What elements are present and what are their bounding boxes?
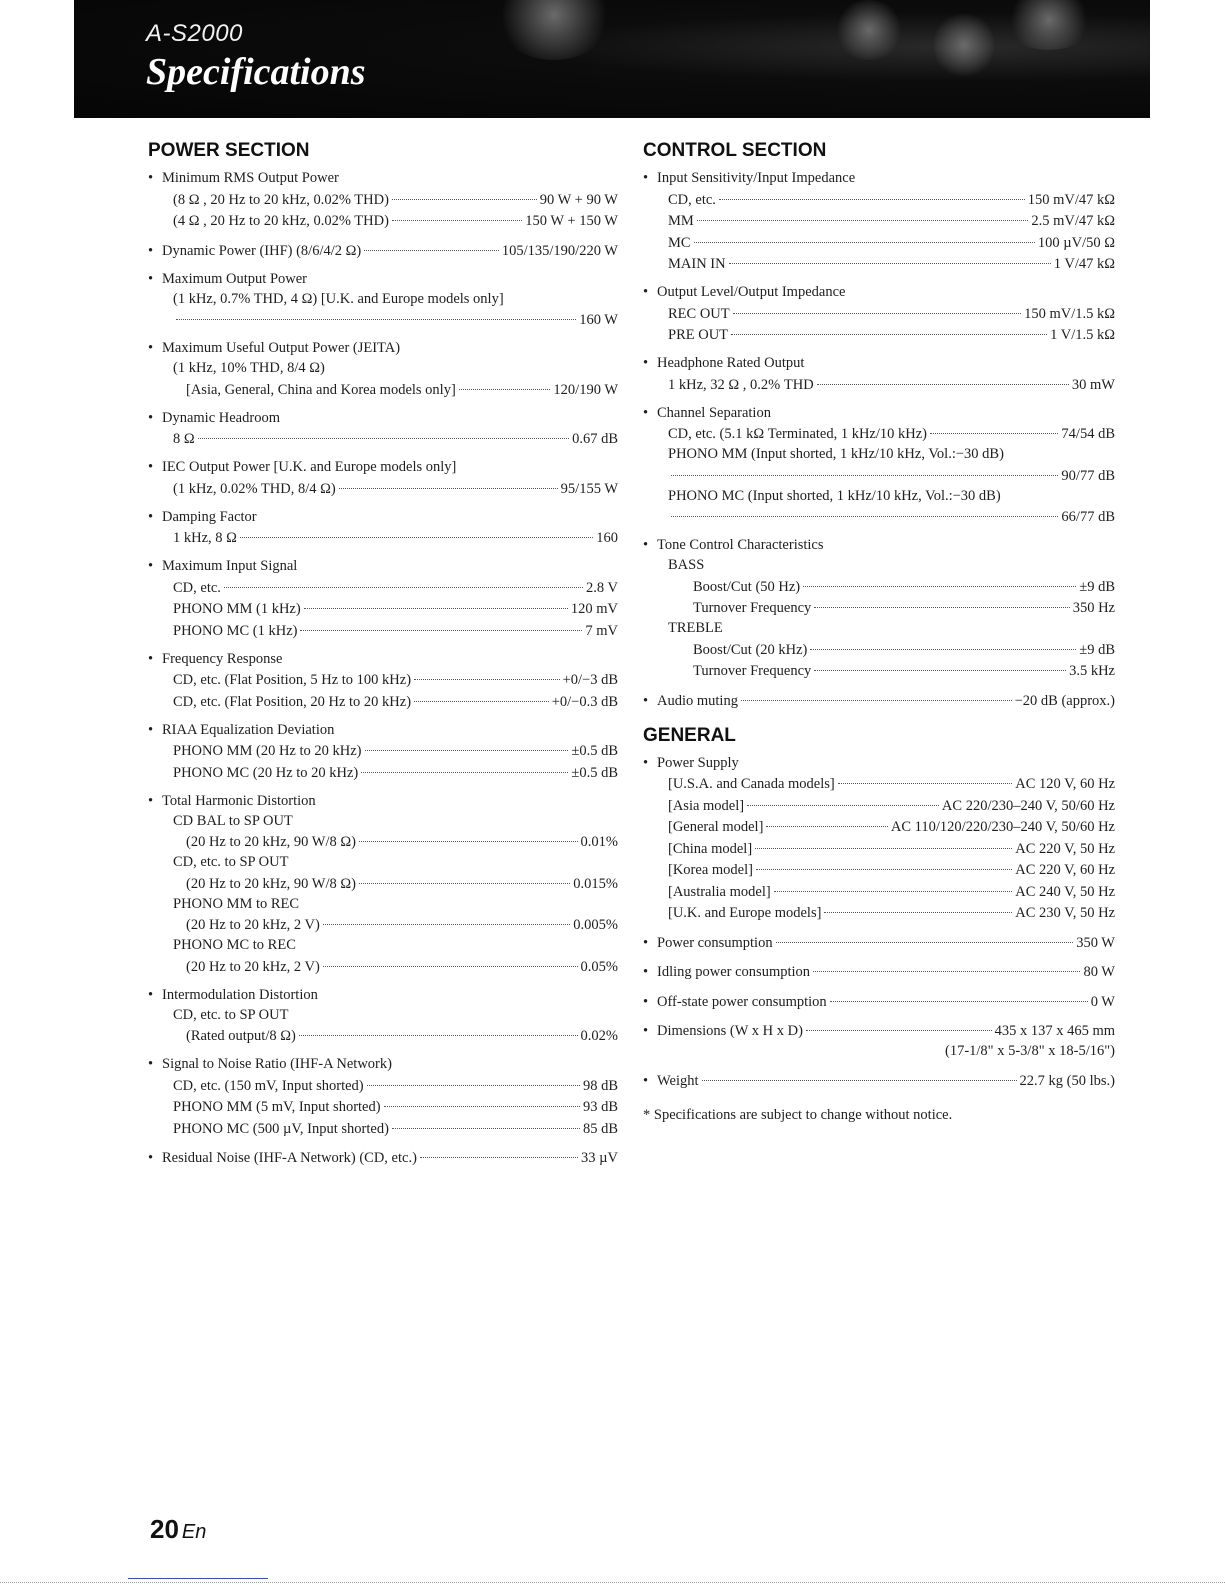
spec-label: PHONO MM (5 mV, Input shorted) [173,1099,381,1115]
spec-title: Off-state power consumption [657,993,827,1010]
spec-subheading: PHONO MC (Input shorted, 1 kHz/10 kHz, Vol.:−30 dB) [668,487,1001,504]
dot-leader [766,812,887,828]
dot-leader [813,957,1080,973]
spec-label: MC [668,234,691,251]
spec-title: Maximum Input Signal [162,558,298,574]
spec-row [148,239,618,261]
dot-leader [224,572,583,588]
spec-value: AC 220/230–240 V, 50/60 Hz [941,797,1115,814]
spec-row [643,660,1115,682]
spec-row [148,309,618,331]
dot-leader [414,686,549,702]
spec-title: Maximum Useful Output Power (JEITA) [162,340,401,356]
spec-value: 0.02% [580,1028,618,1044]
dot-leader [830,986,1088,1002]
spec-label: PHONO MM (20 Hz to 20 kHz) [173,743,362,759]
spec-item [148,791,618,977]
bullet: • [148,986,154,1003]
spec-row [148,378,618,400]
spec-label: (1 kHz, 0.02% THD, 8/4 Ω) [173,480,336,497]
spec-label: CD, etc. (Flat Position, 20 Hz to 20 kHz) [173,693,412,710]
spec-row [148,619,618,641]
spec-subheading: PHONO MC to REC [173,937,296,953]
spec-title: Power Supply [657,754,739,771]
spec-row [643,423,1115,445]
spec-label: [Asia, General, China and Korea models only] [186,381,456,398]
spec-value: 66/77 dB [1061,509,1115,525]
section-heading: CONTROL SECTION [643,140,827,161]
bullet: • [148,1056,154,1072]
spec-title: Output Level/Output Impedance [657,284,846,300]
spec-row [643,961,1115,983]
spec-label: (8 Ω , 20 Hz to 20 kHz, 0.02% THD) [173,191,389,208]
banner-texture [834,0,904,60]
spec-head [148,269,618,289]
spec-item [643,990,1115,1012]
bullet: • [643,1023,649,1039]
spec-value: 80 W [1083,964,1115,980]
left-column [148,140,618,1176]
spec-value: 93 dB [582,1099,618,1115]
spec-item [148,1054,618,1139]
spec-item [643,753,1115,924]
spec-value: +0/−3 dB [562,672,618,688]
spec-title: Dimensions (W x H x D) [657,1023,803,1039]
dot-leader [364,235,499,251]
dot-leader [731,320,1047,336]
dot-leader [361,757,568,773]
spec-label: [U.K. and Europe models] [668,905,822,921]
spec-item [148,556,618,641]
spec-title: Input Sensitivity/Input Impedance [657,170,856,186]
spec-value: 0.67 dB [572,431,618,447]
dot-leader [671,460,1058,476]
dot-leader [299,1021,578,1037]
spec-value: 1 V/47 kΩ [1053,256,1115,272]
spec-value: 150 W + 150 W [525,213,618,229]
spec-value: 22.7 kg (50 lbs.) [1019,1072,1115,1089]
spec-value-extra: (17-1/8" x 5-3/8" x 18-5/16") [945,1043,1115,1059]
spec-head [148,985,618,1005]
spec-head [643,535,1115,555]
spec-subheading: (1 kHz, 0.7% THD, 4 Ω) [U.K. and Europe models only] [173,290,504,307]
bullet: • [148,170,154,186]
dot-leader [702,1065,1017,1081]
spec-title: Intermodulation Distortion [162,986,318,1003]
spec-item [148,507,618,549]
spec-row [643,597,1115,619]
bullet: • [148,650,154,667]
dot-leader [240,523,593,539]
spec-label: Boost/Cut (20 kHz) [693,641,808,658]
spec-row [643,464,1115,486]
spec-label: [Asia model] [668,797,745,814]
spec-row [643,990,1115,1012]
spec-title: Headphone Rated Output [657,355,805,371]
spec-row [643,1069,1115,1091]
spec-label: CD, etc. (5.1 kΩ Terminated, 1 kHz/10 kHz) [668,426,928,442]
page-language: En [181,1521,207,1543]
spec-item [643,961,1115,983]
dot-leader [365,736,569,752]
bullet: • [643,993,649,1010]
spec-label: PHONO MC (1 kHz) [173,622,298,639]
spec-value: AC 220 V, 60 Hz [1015,862,1115,878]
dot-leader [697,206,1029,222]
dot-leader [838,769,1013,785]
dot-leader [824,898,1012,914]
dot-leader [756,855,1012,871]
spec-row [148,188,618,210]
spec-title: Idling power consumption [657,964,811,980]
spec-item [643,931,1115,953]
bullet: • [643,284,649,300]
spec-value: 350 W [1076,934,1115,951]
spec-value: 1 V/1.5 kΩ [1050,327,1115,343]
dot-leader [339,473,558,489]
bullet: • [643,754,649,771]
dot-leader [176,305,576,321]
spec-label: Boost/Cut (50 Hz) [693,578,801,595]
page-title: Specifications [146,51,366,93]
spec-label: [China model] [668,840,753,857]
spec-label: (20 Hz to 20 kHz, 90 W/8 Ω) [186,834,356,850]
spec-label: MM [668,213,694,229]
spec-value: 7 mV [585,622,618,639]
spec-row [643,506,1115,528]
spec-row [148,1147,618,1169]
bullet: • [148,459,154,475]
spec-label: PRE OUT [668,327,729,343]
dot-leader [392,206,522,222]
spec-value: 0 W [1090,993,1115,1010]
spec-label: MAIN IN [668,256,726,272]
spec-row [643,902,1115,924]
dot-leader [755,833,1012,849]
dot-leader [814,656,1066,672]
spec-item [643,353,1115,395]
spec-title: Channel Separation [657,404,771,421]
footnote: * Specifications are subject to change without notice. [643,1106,953,1123]
bullet: • [148,721,154,738]
dot-leader [810,634,1076,650]
dot-leader [741,685,1012,701]
spec-label: [Australia model] [668,883,771,900]
dot-leader [671,502,1058,518]
spec-row [148,210,618,232]
dot-leader [384,1092,580,1108]
spec-row [643,253,1115,275]
spec-row [148,955,618,977]
spec-value: 120 mV [570,601,618,617]
spec-label: [U.S.A. and Canada models] [668,776,835,792]
spec-value: 30 mW [1071,376,1115,393]
spec-row [148,1117,618,1139]
dot-leader [806,1016,992,1032]
spec-value: −20 dB (approx.) [1014,692,1115,709]
spec-row [643,931,1115,953]
dot-leader [359,827,578,843]
dot-leader [414,665,560,681]
dot-leader [733,298,1021,314]
spec-item [148,269,618,331]
section-heading: POWER SECTION [148,140,310,161]
spec-row [643,373,1115,395]
dot-leader [392,184,537,200]
spec-label: CD, etc. [173,579,221,596]
spec-row [148,831,618,853]
spec-row [148,428,618,450]
spec-value: 90/77 dB [1061,467,1115,484]
bullet: • [148,242,154,259]
spec-title: RIAA Equalization Deviation [162,721,335,738]
spec-label: REC OUT [668,305,730,322]
page-number-value: 20 [150,1514,179,1544]
spec-title: IEC Output Power [U.K. and Europe models only] [162,459,457,475]
spec-label: (20 Hz to 20 kHz, 90 W/8 Ω) [186,875,356,892]
bullet: • [148,1150,154,1166]
model-name: A-S2000 [146,20,243,47]
spec-label: [General model] [668,819,764,835]
spec-value: 33 µV [581,1150,618,1166]
dot-leader [747,790,939,806]
dot-leader [803,571,1076,587]
dot-leader [694,227,1035,243]
spec-value: ±9 dB [1079,641,1115,658]
spec-label: CD, etc. [668,191,716,208]
spec-label: CD, etc. (Flat Position, 5 Hz to 100 kHz) [173,672,412,688]
spec-value: AC 220 V, 50 Hz [1015,840,1115,857]
spec-title: Weight [657,1072,699,1089]
spec-head [148,338,618,358]
spec-label: [Korea model] [668,862,753,878]
spec-title: Minimum RMS Output Power [162,170,339,186]
spec-item [148,408,618,450]
bullet: • [643,1072,649,1089]
spec-row [148,761,618,783]
spec-label: Turnover Frequency [693,663,812,679]
dot-leader [817,369,1069,385]
spec-row [148,872,618,894]
spec-value: 160 W [579,312,618,328]
spec-label: (20 Hz to 20 kHz, 2 V) [186,958,320,975]
spec-item [148,338,618,400]
spec-head [148,791,618,811]
bullet: • [148,508,154,525]
dot-leader [420,1143,578,1159]
spec-value: 435 x 137 x 465 mm [994,1023,1115,1039]
dot-leader [930,419,1058,435]
spec-subheading: CD BAL to SP OUT [173,812,293,829]
bullet: • [148,409,154,426]
link-underline [128,1578,268,1579]
spec-item [148,985,618,1047]
spec-row [148,527,618,549]
spec-label: Turnover Frequency [693,600,812,616]
spec-value: 3.5 kHz [1069,663,1115,679]
dot-leader [304,594,568,610]
spec-value: ±9 dB [1079,578,1115,595]
bullet: • [643,404,649,421]
banner-texture [494,0,614,60]
spec-value: +0/−0.3 dB [551,693,618,710]
spec-value: 150 mV/1.5 kΩ [1024,305,1115,322]
section-heading: GENERAL [643,724,736,746]
bullet: • [148,340,154,356]
dot-leader [323,951,578,967]
spec-row [643,689,1115,711]
spec-value: 95/155 W [560,480,618,497]
bottom-rule [0,1582,1225,1583]
spec-item [643,535,1115,681]
banner-texture [934,10,994,80]
spec-item [643,689,1115,711]
spec-label: CD, etc. (150 mV, Input shorted) [173,1077,364,1094]
spec-subheading: PHONO MM to REC [173,895,300,912]
spec-title: Dynamic Headroom [162,409,280,426]
dot-leader [392,1113,580,1129]
spec-label: (4 Ω , 20 Hz to 20 kHz, 0.02% THD) [173,213,389,229]
spec-value: 150 mV/47 kΩ [1027,191,1115,208]
dot-leader [359,868,570,884]
spec-head [148,168,618,188]
dot-leader [323,910,570,926]
spec-row [148,1025,618,1047]
spec-title: Residual Noise (IHF-A Network) (CD, etc.) [162,1150,417,1166]
spec-value: AC 120 V, 60 Hz [1015,776,1115,792]
spec-value: 90 W + 90 W [539,191,618,208]
bullet: • [643,692,649,709]
spec-value: 160 [596,530,618,546]
dot-leader [776,927,1074,943]
spec-label: PHONO MM (1 kHz) [173,601,301,617]
spec-subheading: (1 kHz, 10% THD, 8/4 Ω) [173,360,325,376]
dot-leader [367,1070,580,1086]
spec-value: 100 µV/50 Ω [1037,234,1115,251]
spec-value: 120/190 W [553,381,618,398]
bullet: • [643,355,649,371]
spec-value: AC 110/120/220/230–240 V, 50/60 Hz [890,819,1115,835]
spec-row [148,477,618,499]
spec-label: (20 Hz to 20 kHz, 2 V) [186,917,320,933]
bullet: • [148,792,154,809]
page-number [150,1514,206,1545]
spec-row [148,914,618,936]
spec-value: ±0.5 dB [571,764,618,781]
spec-item [148,457,618,499]
spec-item [643,403,1115,528]
dot-leader [814,593,1069,609]
right-column [643,140,1115,1125]
spec-value: 0.015% [573,875,618,892]
bullet: • [643,170,649,186]
dot-leader [198,424,569,440]
spec-subheading: CD, etc. to SP OUT [173,1006,289,1023]
spec-item [148,239,618,261]
spec-label: PHONO MC (500 µV, Input shorted) [173,1120,389,1137]
dot-leader [300,615,582,631]
spec-item [643,282,1115,345]
bullet: • [148,270,154,287]
spec-item [643,1069,1115,1091]
spec-item [643,1020,1115,1062]
bullet: • [148,558,154,574]
spec-label: (Rated output/8 Ω) [186,1028,296,1044]
spec-value: 74/54 dB [1061,426,1115,442]
spec-row [643,324,1115,346]
spec-title: Frequency Response [162,650,283,667]
bullet: • [643,934,649,951]
spec-title: Signal to Noise Ratio (IHF-A Network) [162,1056,392,1072]
spec-value: ±0.5 dB [571,743,618,759]
bullet: • [643,964,649,980]
spec-row [148,690,618,712]
spec-item [148,720,618,783]
dot-leader [729,249,1051,265]
spec-item [148,168,618,231]
header-banner [74,0,1150,118]
dot-leader [719,184,1025,200]
spec-title: Tone Control Characteristics [657,537,824,553]
spec-value: 98 dB [582,1077,618,1094]
spec-value: 2.8 V [586,579,618,596]
spec-label: 8 Ω [173,431,195,447]
spec-title: Total Harmonic Distortion [162,792,316,809]
spec-subheading: PHONO MM (Input shorted, 1 kHz/10 kHz, Vol.:−30 dB) [668,446,1004,462]
spec-value: 0.005% [573,917,618,933]
spec-label: 1 kHz, 32 Ω , 0.2% THD [668,376,814,393]
spec-value: AC 240 V, 50 Hz [1015,883,1115,900]
spec-title: Dynamic Power (IHF) (8/6/4/2 Ω) [162,242,362,259]
spec-value: 350 Hz [1072,600,1115,616]
spec-value: 2.5 mV/47 kΩ [1031,213,1115,229]
spec-subheading: BASS [668,557,705,573]
dot-leader [459,374,551,390]
spec-value: 0.05% [580,958,618,975]
spec-value: 0.01% [580,834,618,850]
spec-title: Damping Factor [162,508,257,525]
banner-texture [1004,0,1094,50]
spec-title: Maximum Output Power [162,270,307,287]
spec-title: Power consumption [657,934,773,951]
spec-label: 1 kHz, 8 Ω [173,530,237,546]
spec-item [148,649,618,712]
spec-subheading: TREBLE [668,620,723,636]
dot-leader [774,876,1013,892]
spec-value: 105/135/190/220 W [501,242,618,259]
spec-title: Audio muting [657,692,738,709]
spec-subheading: CD, etc. to SP OUT [173,854,289,870]
spec-value: AC 230 V, 50 Hz [1015,905,1115,921]
spec-row [643,1020,1115,1042]
spec-item [148,1147,618,1169]
spec-label: PHONO MC (20 Hz to 20 kHz) [173,764,359,781]
spec-item [643,168,1115,274]
spec-value: 85 dB [582,1120,618,1137]
bullet: • [643,537,649,553]
